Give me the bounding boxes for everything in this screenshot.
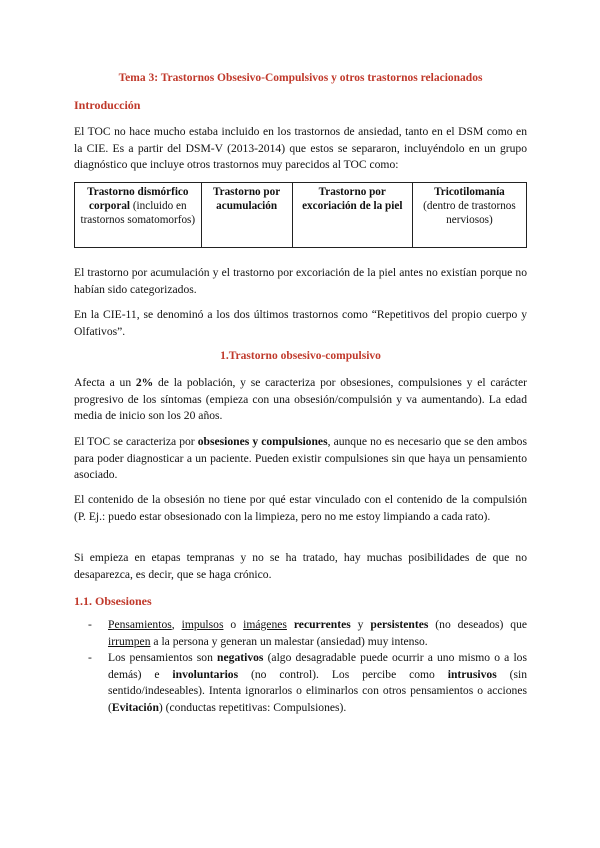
bullet-dash: - — [88, 651, 92, 664]
document-title: Tema 3: Trastornos Obsesivo-Compulsivos y otros trastornos relacionados — [118, 72, 483, 84]
para-acumulacion: El trastorno por acumulación y el trastorno por excoriación de la piel antes no existían porque no habían sido categorizados. — [74, 266, 527, 296]
text-run: ) (conductas repetitivas: Compulsiones). — [158, 700, 347, 714]
text-run: , aunque no es necesario que se den ambos para poder diagnosticar a un paciente. Pueden existir compulsiones sin que haya un pensamiento asociado. — [74, 435, 527, 481]
text-run: imágenes — [243, 618, 287, 631]
bold-run: intrusivos — [447, 667, 497, 681]
table-cell — [201, 183, 292, 248]
cell-text: (dentro de trastornos nerviosos) — [423, 200, 516, 226]
table-row — [75, 183, 527, 248]
text-run: (algo desagradable puede ocurrir a uno mismo o a los demás) e — [108, 651, 527, 681]
bullet-dash: - — [88, 618, 92, 631]
list-item — [88, 617, 527, 650]
subsection-heading: 1.1. Obsesiones — [74, 594, 152, 608]
text-run: , — [171, 618, 182, 631]
obsesiones-list — [88, 617, 527, 716]
disorders-table — [74, 182, 527, 248]
text-run: Afecta a un — [74, 376, 136, 389]
para-afecta — [74, 375, 527, 425]
bold-run: negativos — [217, 651, 264, 664]
cell-bold-text: Trastorno por acumulación — [212, 186, 281, 212]
text-run: (no control). Los percibe como — [238, 667, 448, 681]
intro-paragraph: El TOC no hace mucho estaba incluido en los trastornos de ansiedad, tanto en el DSM como en la CIE. Es a partir del DSM-V (2013-2014) que estos se separaron, incluyéndolo en un grupo diagnóstico que incluye otros trastornos muy parecidos al TOC como: — [74, 125, 527, 171]
text-run: o — [223, 618, 244, 631]
text-run: El TOC se caracteriza por — [74, 435, 198, 448]
bold-run: recurrentes — [293, 618, 351, 631]
text-run: de la población, y se caracteriza por obsesiones, compulsiones y el carácter progresivo de los síntomas (empieza con una obsesión/compulsión y va aumentando). La edad media de inicio son los 20 años. — [74, 376, 527, 422]
bold-run: persistentes — [370, 618, 429, 631]
text-run: impulsos — [181, 618, 224, 631]
cell-bold-text: Tricotilomanía — [434, 186, 505, 198]
text-run: irrumpen — [108, 634, 151, 648]
table-cell — [292, 183, 412, 248]
text-run: Los pensamientos son — [108, 651, 218, 664]
text-run: Pensamientos — [108, 618, 172, 631]
text-run: (sin sentido/indeseables). Intenta ignorarlos o eliminarlos con otros pensamientos o acciones ( — [108, 667, 527, 714]
cell-text: (incluido en trastornos somatomorfos) — [80, 200, 196, 226]
bold-run: obsesiones y compulsiones — [197, 435, 328, 448]
intro-heading: Introducción — [74, 98, 141, 112]
bold-run: 2% — [135, 376, 154, 389]
bold-run: involuntarios — [172, 667, 239, 681]
text-run: (no deseados) que — [428, 618, 528, 631]
table-cell — [75, 183, 202, 248]
section1-heading: 1.Trastorno obsesivo-compulsivo — [220, 350, 381, 362]
table-cell — [412, 183, 526, 248]
text-run — [287, 618, 294, 631]
bold-run: Evitación — [111, 700, 159, 714]
text-run: y — [350, 618, 371, 631]
cell-bold-text: Trastorno por excoriación de la piel — [302, 186, 403, 212]
para-contenido: El contenido de la obsesión no tiene por qué estar vinculado con el contenido de la compulsión (P. Ej.: puedo estar obsesionado con la limpieza, pero no me estoy limpiando a cada rato). — [74, 493, 527, 523]
cell-bold-text: Trastorno dismórfico corporal — [87, 186, 189, 212]
para-cie11: En la CIE-11, se denominó a los dos últimos trastornos como “Repetitivos del propio cuerpo y Olfativos”. — [74, 308, 527, 338]
text-run: a la persona y generan un malestar (ansiedad) muy intenso. — [150, 634, 428, 648]
para-temprana: Si empieza en etapas tempranas y no se ha tratado, hay muchas posibilidades de que no desaparezca, es decir, que se haga crónico. — [74, 551, 527, 581]
para-toc — [74, 434, 527, 484]
list-item — [88, 650, 527, 716]
